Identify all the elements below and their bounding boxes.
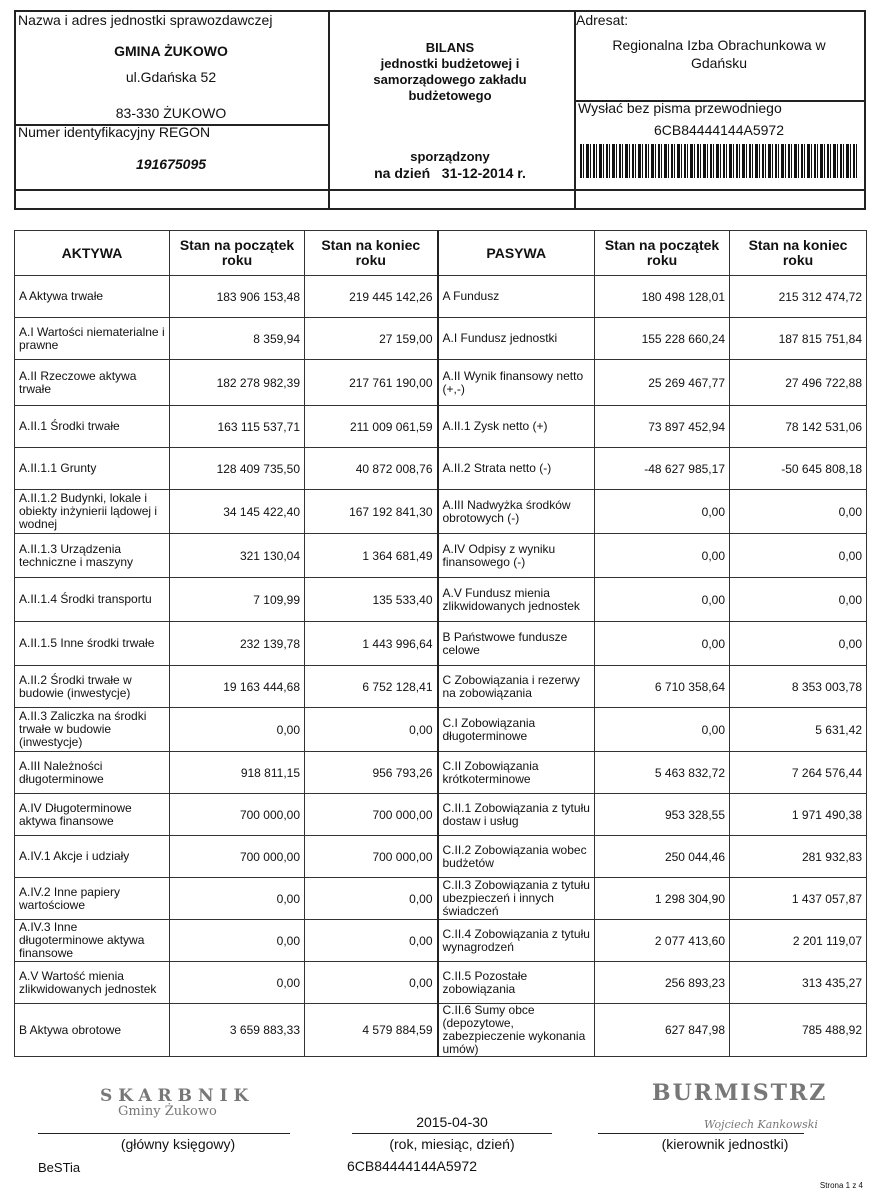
liability-label: A.II.2 Strata netto (-) (438, 448, 595, 490)
liability-start-value: 180 498 128,01 (595, 276, 730, 318)
table-row (15, 1004, 867, 1057)
asset-start-value: 918 811,15 (170, 752, 305, 794)
accountant-label: (główny księgowy) (120, 1136, 236, 1152)
asset-start-value: 232 139,78 (170, 622, 305, 666)
liability-start-value: 0,00 (595, 534, 730, 578)
entity-label: Nazwa i adres jednostki sprawozdawczej (18, 12, 273, 28)
table-row (15, 534, 867, 578)
asset-end-value: 700 000,00 (305, 836, 438, 878)
liability-start-value: 256 893,23 (595, 962, 730, 1004)
col-assets: AKTYWA (15, 231, 170, 276)
col-assets-start: Stan na początek roku (170, 231, 305, 276)
asset-start-value: 0,00 (170, 708, 305, 752)
table-row (15, 578, 867, 622)
asset-start-value: 128 409 735,50 (170, 448, 305, 490)
liability-label: A.III Nadwyżka środków obrotowych (-) (438, 490, 595, 534)
asset-start-value: 182 278 982,39 (170, 360, 305, 406)
liability-label: A.IV Odpisy z wyniku finansowego (-) (438, 534, 595, 578)
footer-doc-code: 6CB84444144A5972 (347, 1158, 478, 1174)
asset-start-value: 3 659 883,33 (170, 1004, 305, 1057)
asset-end-value: 0,00 (305, 920, 438, 962)
asset-start-value: 0,00 (170, 920, 305, 962)
header-doc-code: 6CB84444144A5972 (653, 122, 784, 138)
liability-end-value: 2 201 119,07 (730, 920, 867, 962)
liability-label: C.I Zobowiązania długoterminowe (438, 708, 595, 752)
asset-label: A.II.2 Środki trwałe w budowie (inwestycje) (15, 666, 170, 708)
liability-start-value: -48 627 985,17 (595, 448, 730, 490)
table-body (15, 276, 867, 1057)
asset-label: A.II.1.2 Budynki, lokale i obiekty inżynierii lądowej i wodnej (15, 490, 170, 534)
asset-label: A.IV Długoterminowe aktywa finansowe (15, 794, 170, 836)
asset-label: A.II.1.5 Inne środki trwałe (15, 622, 170, 666)
page-info: Strona 1 z 4 (819, 1181, 863, 1190)
liability-end-value: 7 264 576,44 (730, 752, 867, 794)
col-assets-end: Stan na koniec roku (305, 231, 438, 276)
liability-start-value: 5 463 832,72 (595, 752, 730, 794)
liability-end-value: 1 437 057,87 (730, 878, 867, 920)
col-liabilities-start: Stan na początek roku (595, 231, 730, 276)
addressee-label: Adresat: (576, 12, 629, 28)
addressee-line-1: Regionalna Izba Obrachunkowa w (612, 37, 826, 53)
table-row (15, 752, 867, 794)
send-note: Wysłać bez pisma przewodniego (578, 100, 782, 116)
liability-end-value: 187 815 751,84 (730, 318, 867, 360)
table-row (15, 622, 867, 666)
liability-start-value: 6 710 358,64 (595, 666, 730, 708)
asset-label: A.II.1.4 Środki transportu (15, 578, 170, 622)
liability-label: C.II.4 Zobowiązania z tytułu wynagrodzeń (438, 920, 595, 962)
asset-start-value: 700 000,00 (170, 794, 305, 836)
table-row (15, 878, 867, 920)
asset-end-value: 0,00 (305, 708, 438, 752)
title-line-1: BILANS (425, 40, 475, 55)
liability-start-value: 0,00 (595, 622, 730, 666)
table-row (15, 360, 867, 406)
asset-end-value: 700 000,00 (305, 794, 438, 836)
stamp-treasurer-municipality: Gminy Żukowo (118, 1104, 217, 1119)
table-row (15, 836, 867, 878)
asset-label: A.II.1.1 Grunty (15, 448, 170, 490)
entity-postal-city: 83-330 ŻUKOWO (115, 105, 227, 121)
liability-start-value: 627 847,98 (595, 1004, 730, 1057)
prepared-label: sporządzony (410, 149, 490, 164)
liability-end-value: 0,00 (730, 578, 867, 622)
liability-start-value: 250 044,46 (595, 836, 730, 878)
asset-end-value: 0,00 (305, 878, 438, 920)
liability-label: B Państwowe fundusze celowe (438, 622, 595, 666)
asset-end-value: 211 009 061,59 (305, 406, 438, 448)
asset-label: A.V Wartość mienia zlikwidowanych jednostek (15, 962, 170, 1004)
asset-start-value: 0,00 (170, 962, 305, 1004)
liability-label: C.II.1 Zobowiązania z tytułu dostaw i usług (438, 794, 595, 836)
table-row (15, 794, 867, 836)
liability-end-value: 0,00 (730, 534, 867, 578)
liability-label: C Zobowiązania i rezerwy na zobowiązania (438, 666, 595, 708)
asset-start-value: 321 130,04 (170, 534, 305, 578)
liability-label: C.II.2 Zobowiązania wobec budżetów (438, 836, 595, 878)
header-hline-bottom (16, 189, 866, 191)
liability-label: C.II.5 Pozostałe zobowiązania (438, 962, 595, 1004)
liability-label: A.I Fundusz jednostki (438, 318, 595, 360)
signature-line-date (352, 1133, 552, 1134)
table-row (15, 490, 867, 534)
liability-start-value: 0,00 (595, 708, 730, 752)
asset-label: B Aktywa obrotowe (15, 1004, 170, 1057)
liability-start-value: 25 269 467,77 (595, 360, 730, 406)
asset-start-value: 0,00 (170, 878, 305, 920)
prepared-date: na dzień 31-12-2014 r. (374, 165, 526, 181)
asset-label: A.II.1 Środki trwałe (15, 406, 170, 448)
asset-end-value: 956 793,26 (305, 752, 438, 794)
liability-end-value: 281 932,83 (730, 836, 867, 878)
liability-end-value: 5 631,42 (730, 708, 867, 752)
liability-end-value: 27 496 722,88 (730, 360, 867, 406)
asset-end-value: 27 159,00 (305, 318, 438, 360)
footer-date: 2015-04-30 (416, 1114, 488, 1130)
asset-end-value: 40 872 008,76 (305, 448, 438, 490)
asset-start-value: 183 906 153,48 (170, 276, 305, 318)
stamp-treasurer: SKARBNIK (100, 1086, 255, 1106)
liability-end-value: -50 645 808,18 (730, 448, 867, 490)
asset-start-value: 8 359,94 (170, 318, 305, 360)
liability-end-value: 8 353 003,78 (730, 666, 867, 708)
liability-label: A.II Wynik finansowy netto (+,-) (438, 360, 595, 406)
table-row (15, 666, 867, 708)
asset-start-value: 7 109,99 (170, 578, 305, 622)
barcode-icon (580, 144, 858, 178)
liability-end-value: 215 312 474,72 (730, 276, 867, 318)
liability-label: C.II.3 Zobowiązania z tytułu ubezpieczeń i innych świadczeń (438, 878, 595, 920)
asset-label: A.I Wartości niematerialne i prawne (15, 318, 170, 360)
asset-label: A.IV.2 Inne papiery wartościowe (15, 878, 170, 920)
liability-end-value: 0,00 (730, 490, 867, 534)
title-line-3: samorządowego zakładu (373, 72, 527, 87)
asset-end-value: 4 579 884,59 (305, 1004, 438, 1057)
liability-start-value: 155 228 660,24 (595, 318, 730, 360)
signature-line-head (598, 1133, 804, 1134)
liability-start-value: 2 077 413,60 (595, 920, 730, 962)
asset-end-value: 1 443 996,64 (305, 622, 438, 666)
liability-label: A Fundusz (438, 276, 595, 318)
asset-label: A.II Rzeczowe aktywa trwałe (15, 360, 170, 406)
date-label: (rok, miesiąc, dzień) (389, 1136, 515, 1152)
liability-start-value: 73 897 452,94 (595, 406, 730, 448)
asset-start-value: 19 163 444,68 (170, 666, 305, 708)
asset-label: A.IV.1 Akcje i udziały (15, 836, 170, 878)
liability-start-value: 0,00 (595, 490, 730, 534)
col-liabilities: PASYWA (438, 231, 595, 276)
balance-table (14, 230, 867, 1057)
signature-line-accountant (38, 1133, 290, 1134)
entity-street: ul.Gdańska 52 (125, 69, 217, 85)
asset-label: A.IV.3 Inne długoterminowe aktywa finansowe (15, 920, 170, 962)
addressee-line-2: Gdańsku (690, 55, 748, 71)
col-liabilities-end: Stan na koniec roku (730, 231, 867, 276)
regon-value: 191675095 (135, 156, 207, 172)
software-name: BeSTia (38, 1160, 81, 1175)
liability-start-value: 0,00 (595, 578, 730, 622)
liability-start-value: 1 298 304,90 (595, 878, 730, 920)
liability-end-value: 78 142 531,06 (730, 406, 867, 448)
title-line-4: budżetowego (408, 88, 492, 103)
liability-end-value: 313 435,27 (730, 962, 867, 1004)
asset-end-value: 1 364 681,49 (305, 534, 438, 578)
table-row (15, 920, 867, 962)
liability-end-value: 1 971 490,38 (730, 794, 867, 836)
asset-label: A.II.3 Zaliczka na środki trwałe w budowie (inwestycje) (15, 708, 170, 752)
liability-label: A.II.1 Zysk netto (+) (438, 406, 595, 448)
asset-label: A.II.1.3 Urządzenia techniczne i maszyny (15, 534, 170, 578)
regon-label: Numer identyfikacyjny REGON (18, 124, 211, 140)
asset-start-value: 34 145 422,40 (170, 490, 305, 534)
asset-label: A.III Należności długoterminowe (15, 752, 170, 794)
table-row (15, 318, 867, 360)
head-label: (kierownik jednostki) (661, 1136, 789, 1152)
stamp-mayor: BURMISTRZ (652, 1080, 828, 1106)
asset-end-value: 135 533,40 (305, 578, 438, 622)
table-row (15, 448, 867, 490)
asset-start-value: 163 115 537,71 (170, 406, 305, 448)
table-header-row (15, 231, 867, 276)
liability-start-value: 953 328,55 (595, 794, 730, 836)
liability-label: C.II Zobowiązania krótkoterminowe (438, 752, 595, 794)
table-row (15, 276, 867, 318)
title-line-2: jednostki budżetowej i (380, 56, 520, 71)
liability-end-value: 785 488,92 (730, 1004, 867, 1057)
liability-end-value: 0,00 (730, 622, 867, 666)
asset-end-value: 6 752 128,41 (305, 666, 438, 708)
asset-end-value: 217 761 190,00 (305, 360, 438, 406)
asset-end-value: 219 445 142,26 (305, 276, 438, 318)
entity-name: GMINA ŻUKOWO (114, 43, 228, 59)
table-row (15, 406, 867, 448)
asset-label: A Aktywa trwałe (15, 276, 170, 318)
stamp-mayor-name: Wojciech Kankowski (704, 1118, 818, 1131)
asset-start-value: 700 000,00 (170, 836, 305, 878)
asset-end-value: 167 192 841,30 (305, 490, 438, 534)
table-row (15, 962, 867, 1004)
liability-label: C.II.6 Sumy obce (depozytowe, zabezpieczenie wykonania umów) (438, 1004, 595, 1057)
table-row (15, 708, 867, 752)
asset-end-value: 0,00 (305, 962, 438, 1004)
liability-label: A.V Fundusz mienia zlikwidowanych jednostek (438, 578, 595, 622)
